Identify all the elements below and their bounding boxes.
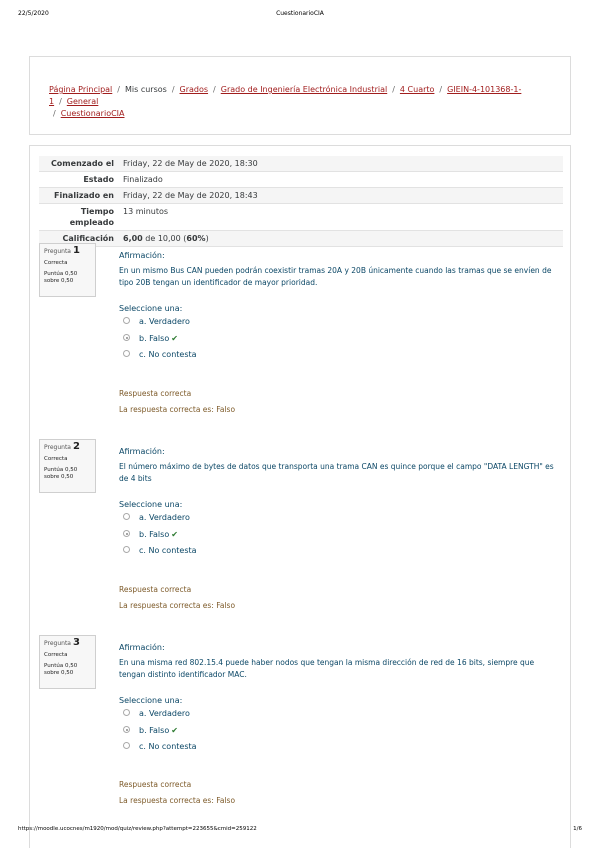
feedback-result: Respuesta correcta (119, 780, 192, 789)
check-icon: ✔ (171, 334, 178, 343)
question-grade: Puntúa 0,50 sobre 0,50 (44, 663, 78, 676)
question-statement-label: Afirmación: (119, 643, 165, 652)
summary-value: Friday, 22 de May de 2020, 18:30 (119, 156, 563, 172)
option-label: c. No contesta (139, 546, 197, 555)
grade-close: ) (205, 234, 209, 243)
radio-unchecked[interactable] (123, 742, 130, 749)
print-page-number: 1/6 (573, 826, 582, 832)
summary-key: Estado (39, 172, 119, 188)
answer-option-a[interactable] (123, 316, 190, 328)
radio-unchecked[interactable] (123, 709, 130, 716)
breadcrumb-general-link[interactable]: General (66, 97, 99, 106)
question-state: Correcta (44, 260, 68, 266)
summary-value: 13 minutos (119, 204, 563, 231)
radio-unchecked[interactable] (123, 350, 130, 357)
breadcrumb-grados-link[interactable]: Grados (179, 85, 209, 94)
question-statement-label: Afirmación: (119, 251, 165, 260)
summary-value: Finalizado (119, 172, 563, 188)
question-number: 3 (72, 637, 80, 648)
print-title: CuestionarioCIA (276, 10, 324, 17)
question-grade: Puntúa 0,50 sobre 0,50 (44, 271, 78, 284)
question-number: 1 (72, 245, 80, 256)
radio-checked[interactable] (123, 530, 130, 537)
print-url: https://moodle.ucocnes/m1920/mod/quiz/review.php?attempt=223655&cmid=259122 (18, 826, 257, 832)
feedback-right-answer: La respuesta correcta es: Falso (119, 796, 236, 805)
summary-row (39, 188, 563, 204)
summary-key: Finalizado en (39, 188, 119, 204)
question-info (39, 439, 96, 493)
breadcrumb-quiz-link[interactable]: CuestionarioCIA (60, 109, 125, 118)
radio-checked[interactable] (123, 726, 130, 733)
summary-row (39, 204, 563, 231)
question-grade: Puntúa 0,50 sobre 0,50 (44, 467, 78, 480)
option-label: b. Falso (139, 530, 170, 539)
radio-unchecked[interactable] (123, 546, 130, 553)
summary-row (39, 156, 563, 172)
question-text: En una misma red 802.15.4 puede haber nodos que tengan la misma dirección de red de 16 bits, siempre que tengan distinto identificador MAC. (119, 658, 535, 679)
summary-grade-value (119, 231, 563, 247)
answer-option-b[interactable] (123, 725, 178, 737)
option-label: c. No contesta (139, 742, 197, 751)
summary-value: Friday, 22 de May de 2020, 18:43 (119, 188, 563, 204)
option-label: a. Verdadero (139, 513, 190, 522)
grade-points: 6,00 (123, 234, 143, 243)
breadcrumb-cuarto-link[interactable]: 4 Cuarto (399, 85, 435, 94)
question-number: 2 (72, 441, 80, 452)
grade-of: de 10,00 ( (142, 234, 187, 243)
option-label: b. Falso (139, 726, 170, 735)
answer-option-b[interactable] (123, 529, 178, 541)
question-statement-label: Afirmación: (119, 447, 165, 456)
breadcrumb-card (29, 56, 571, 135)
grade-percent: 60% (186, 234, 206, 243)
breadcrumb-grado-link[interactable]: Grado de Ingeniería Electrónica Industrial (220, 85, 388, 94)
answer-prompt: Seleccione una: (119, 696, 183, 705)
option-label: b. Falso (139, 334, 170, 343)
breadcrumb-home-link[interactable]: Página Principal (49, 85, 113, 94)
breadcrumb-my-courses: Mis cursos (124, 85, 167, 94)
main-card (29, 145, 571, 848)
option-label: a. Verdadero (139, 317, 190, 326)
radio-unchecked[interactable] (123, 317, 130, 324)
question-info (39, 635, 96, 689)
answer-option-a[interactable] (123, 512, 190, 524)
answer-option-c[interactable] (123, 741, 197, 753)
answer-option-b[interactable] (123, 333, 178, 345)
question-text: El número máximo de bytes de datos que transporta una trama CAN es quince porque el campo "DATA LENGTH" es de 4 bits (119, 462, 554, 483)
question-state: Correcta (44, 652, 68, 658)
summary-row (39, 231, 563, 247)
feedback-right-answer: La respuesta correcta es: Falso (119, 601, 236, 610)
summary-row (39, 172, 563, 188)
summary-key: Tiempo empleado (39, 204, 119, 231)
summary-key: Comenzado el (39, 156, 119, 172)
answer-prompt: Seleccione una: (119, 304, 183, 313)
answer-option-a[interactable] (123, 708, 190, 720)
answer-option-c[interactable] (123, 349, 197, 361)
question-text: En un mismo Bus CAN pueden podrán coexistir tramas 20A y 20B únicamente cuando las tramas que se envíen de tipo 20B tengan un identificador de mayor prioridad. (119, 266, 552, 287)
answer-option-c[interactable] (123, 545, 197, 557)
question-label: Pregunta (44, 640, 71, 647)
option-label: a. Verdadero (139, 709, 190, 718)
print-footer (18, 826, 582, 836)
check-icon: ✔ (171, 726, 178, 735)
question-info (39, 243, 96, 297)
summary-key: Calificación (39, 231, 119, 247)
radio-checked[interactable] (123, 334, 130, 341)
option-label: c. No contesta (139, 350, 197, 359)
breadcrumb-course-link[interactable]: GIEIN-4-101368-1-1 (49, 85, 522, 106)
question-label: Pregunta (44, 248, 71, 255)
feedback-right-answer: La respuesta correcta es: Falso (119, 405, 236, 414)
breadcrumb: Página Principal / Mis cursos / Grados / Grado de Ingeniería Electrónica Industrial / 4 Cuarto / GIEIN-4-101368-1-1 / General / CuestionarioCIA (49, 85, 522, 118)
radio-unchecked[interactable] (123, 513, 130, 520)
feedback-result: Respuesta correcta (119, 389, 192, 398)
answer-prompt: Seleccione una: (119, 500, 183, 509)
print-header (18, 10, 582, 20)
attempt-summary-table (39, 156, 563, 247)
question-label: Pregunta (44, 444, 71, 451)
check-icon: ✔ (171, 530, 178, 539)
question-state: Correcta (44, 456, 68, 462)
print-date: 22/5/2020 (18, 10, 49, 17)
feedback-result: Respuesta correcta (119, 585, 192, 594)
